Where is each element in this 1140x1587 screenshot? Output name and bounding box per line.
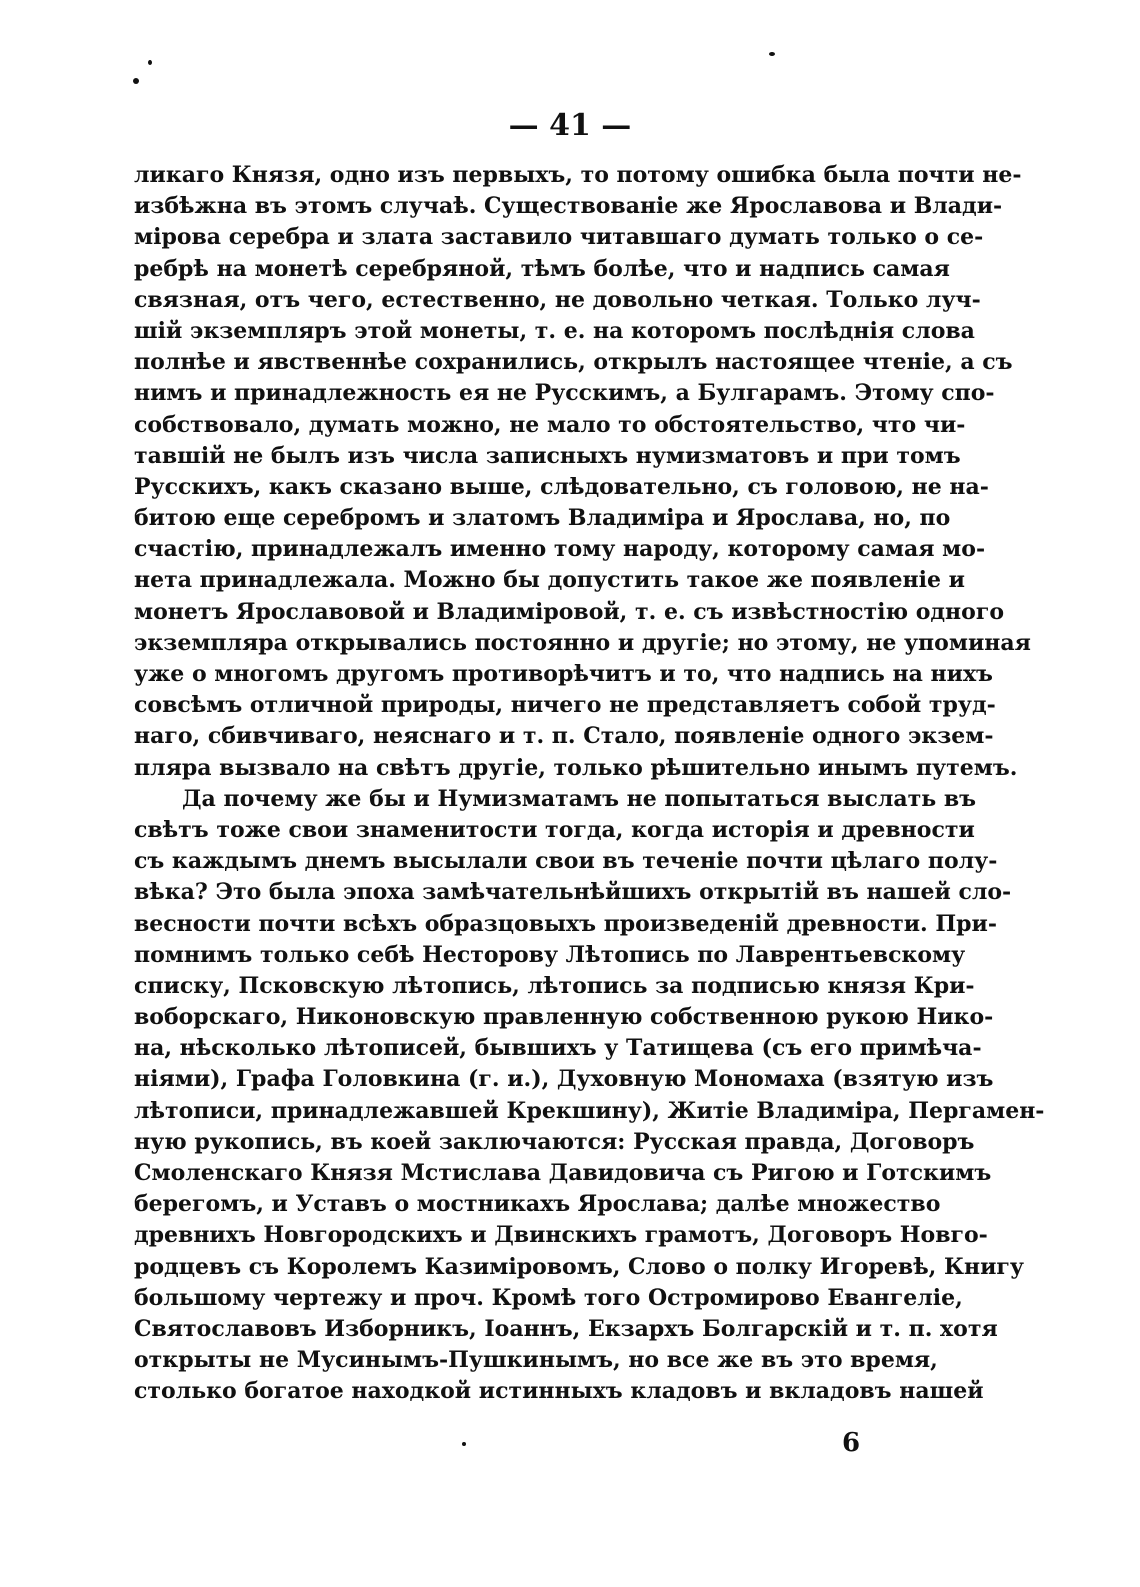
text-line: лѣтописи, принадлежавшей Крекшину), Житіе Владиміра, Пергамен- xyxy=(134,1097,1045,1124)
text-line: воборскаго, Никоновскую правленную собственною рукою Нико- xyxy=(134,1004,994,1031)
text-line: уже о многомъ другомъ противорѣчитъ и то, что надпись на нихъ xyxy=(134,661,993,687)
text-line: берегомъ, и Уставъ о мостникахъ Ярослава; далѣе множество xyxy=(134,1191,941,1218)
text-line: наго, сбивчиваго, неяснаго и т. п. Стало, появленіе одного экзем- xyxy=(134,723,994,750)
text-line: ребрѣ на монетѣ серебряной, тѣмъ болѣе, что и надпись самая xyxy=(134,255,950,282)
print-speck xyxy=(133,78,139,84)
text-line: Русскихъ, какъ сказано выше, слѣдовательно, съ головою, не на- xyxy=(134,473,989,500)
text-line: счастію, принадлежалъ именно тому народу, которому самая мо- xyxy=(134,536,986,563)
signature-mark: 6 xyxy=(842,1428,861,1458)
text-line: тавшій не былъ изъ числа записныхъ нумизматовъ и при томъ xyxy=(134,442,961,469)
text-line: весности почти всѣхъ образцовыхъ произведеній древности. При- xyxy=(134,910,997,937)
text-line: связная, отъ чего, естественно, не довольно четкая. Только луч- xyxy=(134,286,981,313)
text-line: ную рукопись, въ коей заключаются: Русская правда, Договоръ xyxy=(134,1128,975,1155)
text-line: полнѣе и явственнѣе сохранились, открылъ настоящее чтеніе, а съ xyxy=(134,349,1013,376)
text-line: монетъ Ярославовой и Владиміровой, т. е. съ извѣстностію одного xyxy=(134,598,1004,625)
text-line: Смоленскаго Князя Мстислава Давидовича съ Ригою и Готскимъ xyxy=(134,1160,992,1186)
print-speck xyxy=(462,1442,466,1446)
text-line: пляра вызвало на свѣтъ другіе, только рѣшительно инымъ путемъ. xyxy=(134,754,1018,781)
text-line: мірова серебра и злата заставило читавшаго думать только о се- xyxy=(134,224,984,251)
text-line: списку, Псковскую лѣтопись, лѣтопись за подписью князя Кри- xyxy=(134,972,975,999)
text-line: битою еще серебромъ и златомъ Владиміра и Ярослава, но, по xyxy=(134,505,951,532)
text-line: съ каждымъ днемъ высылали свои въ теченіе почти цѣлаго полу- xyxy=(134,848,998,875)
paragraph-start-line: Да почему же бы и Нумизматамъ не попытаться выслать въ xyxy=(182,785,977,812)
text-line: нета принадлежала. Можно бы допустить такое же появленіе и xyxy=(134,567,965,594)
text-line: свѣтъ тоже свои знаменитости тогда, когда исторія и древности xyxy=(134,816,975,843)
print-speck xyxy=(769,52,775,56)
print-speck xyxy=(148,60,152,65)
text-line: столько богатое находкой истинныхъ кладовъ и вкладовъ нашей xyxy=(134,1378,984,1405)
text-line: древнихъ Новгородскихъ и Двинскихъ грамотъ, Договоръ Новго- xyxy=(134,1222,988,1249)
text-line: ликаго Князя, одно изъ первыхъ, то потому ошибка была почти не- xyxy=(134,162,1022,188)
text-line: родцевъ съ Королемъ Казиміровомъ, Слово о полку Игоревѣ, Книгу xyxy=(134,1253,1024,1280)
text-line: помнимъ только себѣ Несторову Лѣтопись по Лаврентьевскому xyxy=(134,941,966,968)
text-line: ніями), Графа Головкина (г. и.), Духовную Мономаха (взятую изъ xyxy=(134,1066,994,1093)
page-number-header: — 41 — xyxy=(508,108,632,143)
text-line: нимъ и принадлежность ея не Русскимъ, а Булгарамъ. Этому спо- xyxy=(134,380,995,407)
text-line: вѣка? Это была эпоха замѣчательнѣйшихъ открытій въ нашей сло- xyxy=(134,879,1012,906)
text-line: избѣжна въ этомъ случаѣ. Существованіе же Ярославова и Влади- xyxy=(134,193,1003,220)
text-line: совсѣмъ отличной природы, ничего не представляетъ собой труд- xyxy=(134,692,996,719)
text-line: на, нѣсколько лѣтописей, бывшихъ у Татищева (съ его примѣча- xyxy=(134,1035,982,1062)
text-line: экземпляра открывались постоянно и другіе; но этому, не упоминая xyxy=(134,629,1031,656)
body-text xyxy=(134,160,1045,1408)
text-line: Святославовъ Изборникъ, Іоаннъ, Екзархъ Болгарскій и т. п. хотя xyxy=(134,1315,998,1342)
text-line: шій экземпляръ этой монеты, т. е. на которомъ послѣднія слова xyxy=(134,317,975,344)
text-line: большому чертежу и проч. Кромѣ того Остромирово Евангеліе, xyxy=(134,1284,963,1311)
text-line: открыты не Мусинымъ-Пушкинымъ, но все же въ это время, xyxy=(134,1347,938,1374)
text-line: собствовало, думать можно, не мало то обстоятельство, что чи- xyxy=(134,411,966,438)
